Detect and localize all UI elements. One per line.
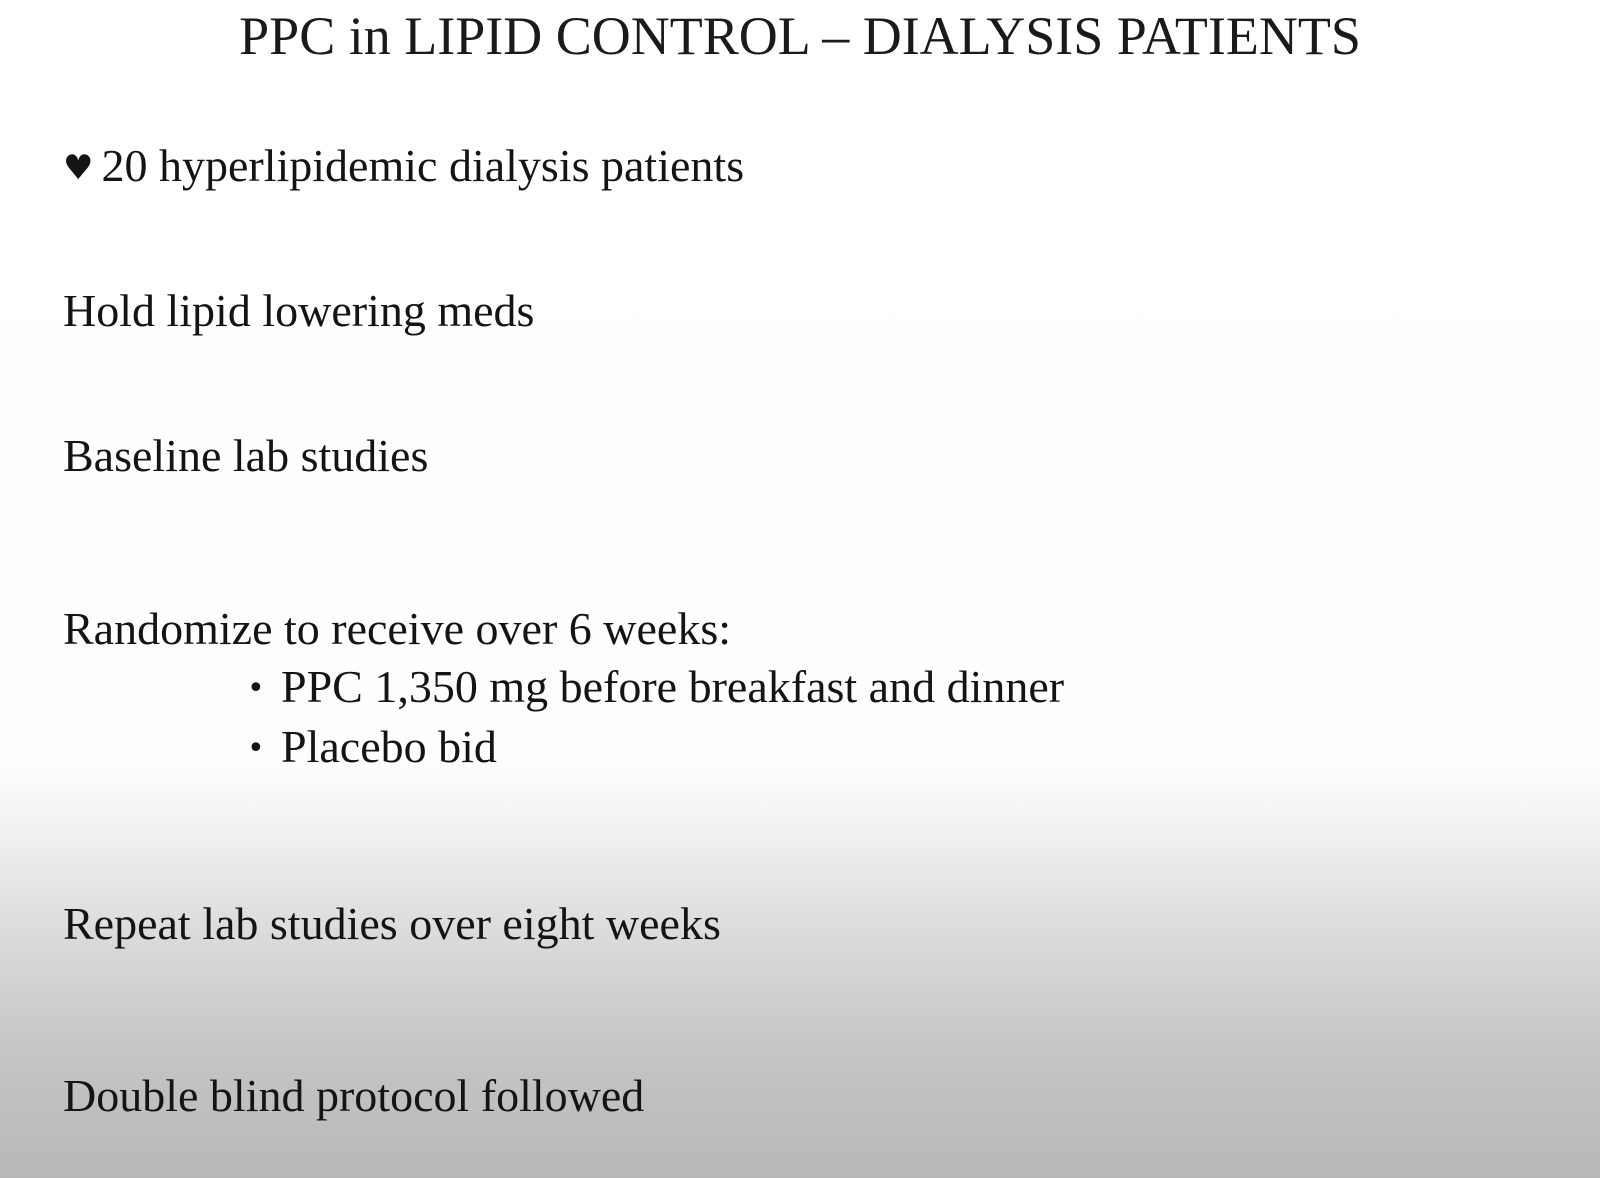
item-hold-meds: Hold lipid lowering meds [63, 285, 535, 336]
slide-title: PPC in LIPID CONTROL – DIALYSIS PATIENTS [239, 6, 1361, 66]
item-repeat-labs: Repeat lab studies over eight weeks [63, 898, 721, 949]
heart-icon: ♥ [63, 148, 94, 188]
bullet-icon: • [247, 671, 265, 706]
bullet-icon: • [247, 731, 265, 766]
sub-item-ppc-text: PPC 1,350 mg before breakfast and dinner [281, 661, 1065, 712]
sub-item-placebo [247, 719, 497, 777]
item-patients [63, 138, 744, 196]
item-patients-text: 20 hyperlipidemic dialysis patients [101, 140, 745, 191]
item-double-blind: Double blind protocol followed [63, 1070, 645, 1121]
item-baseline-labs: Baseline lab studies [63, 430, 429, 481]
item-randomize: Randomize to receive over 6 weeks: [63, 603, 732, 654]
sub-item-ppc [247, 659, 1064, 717]
sub-item-placebo-text: Placebo bid [281, 721, 497, 772]
